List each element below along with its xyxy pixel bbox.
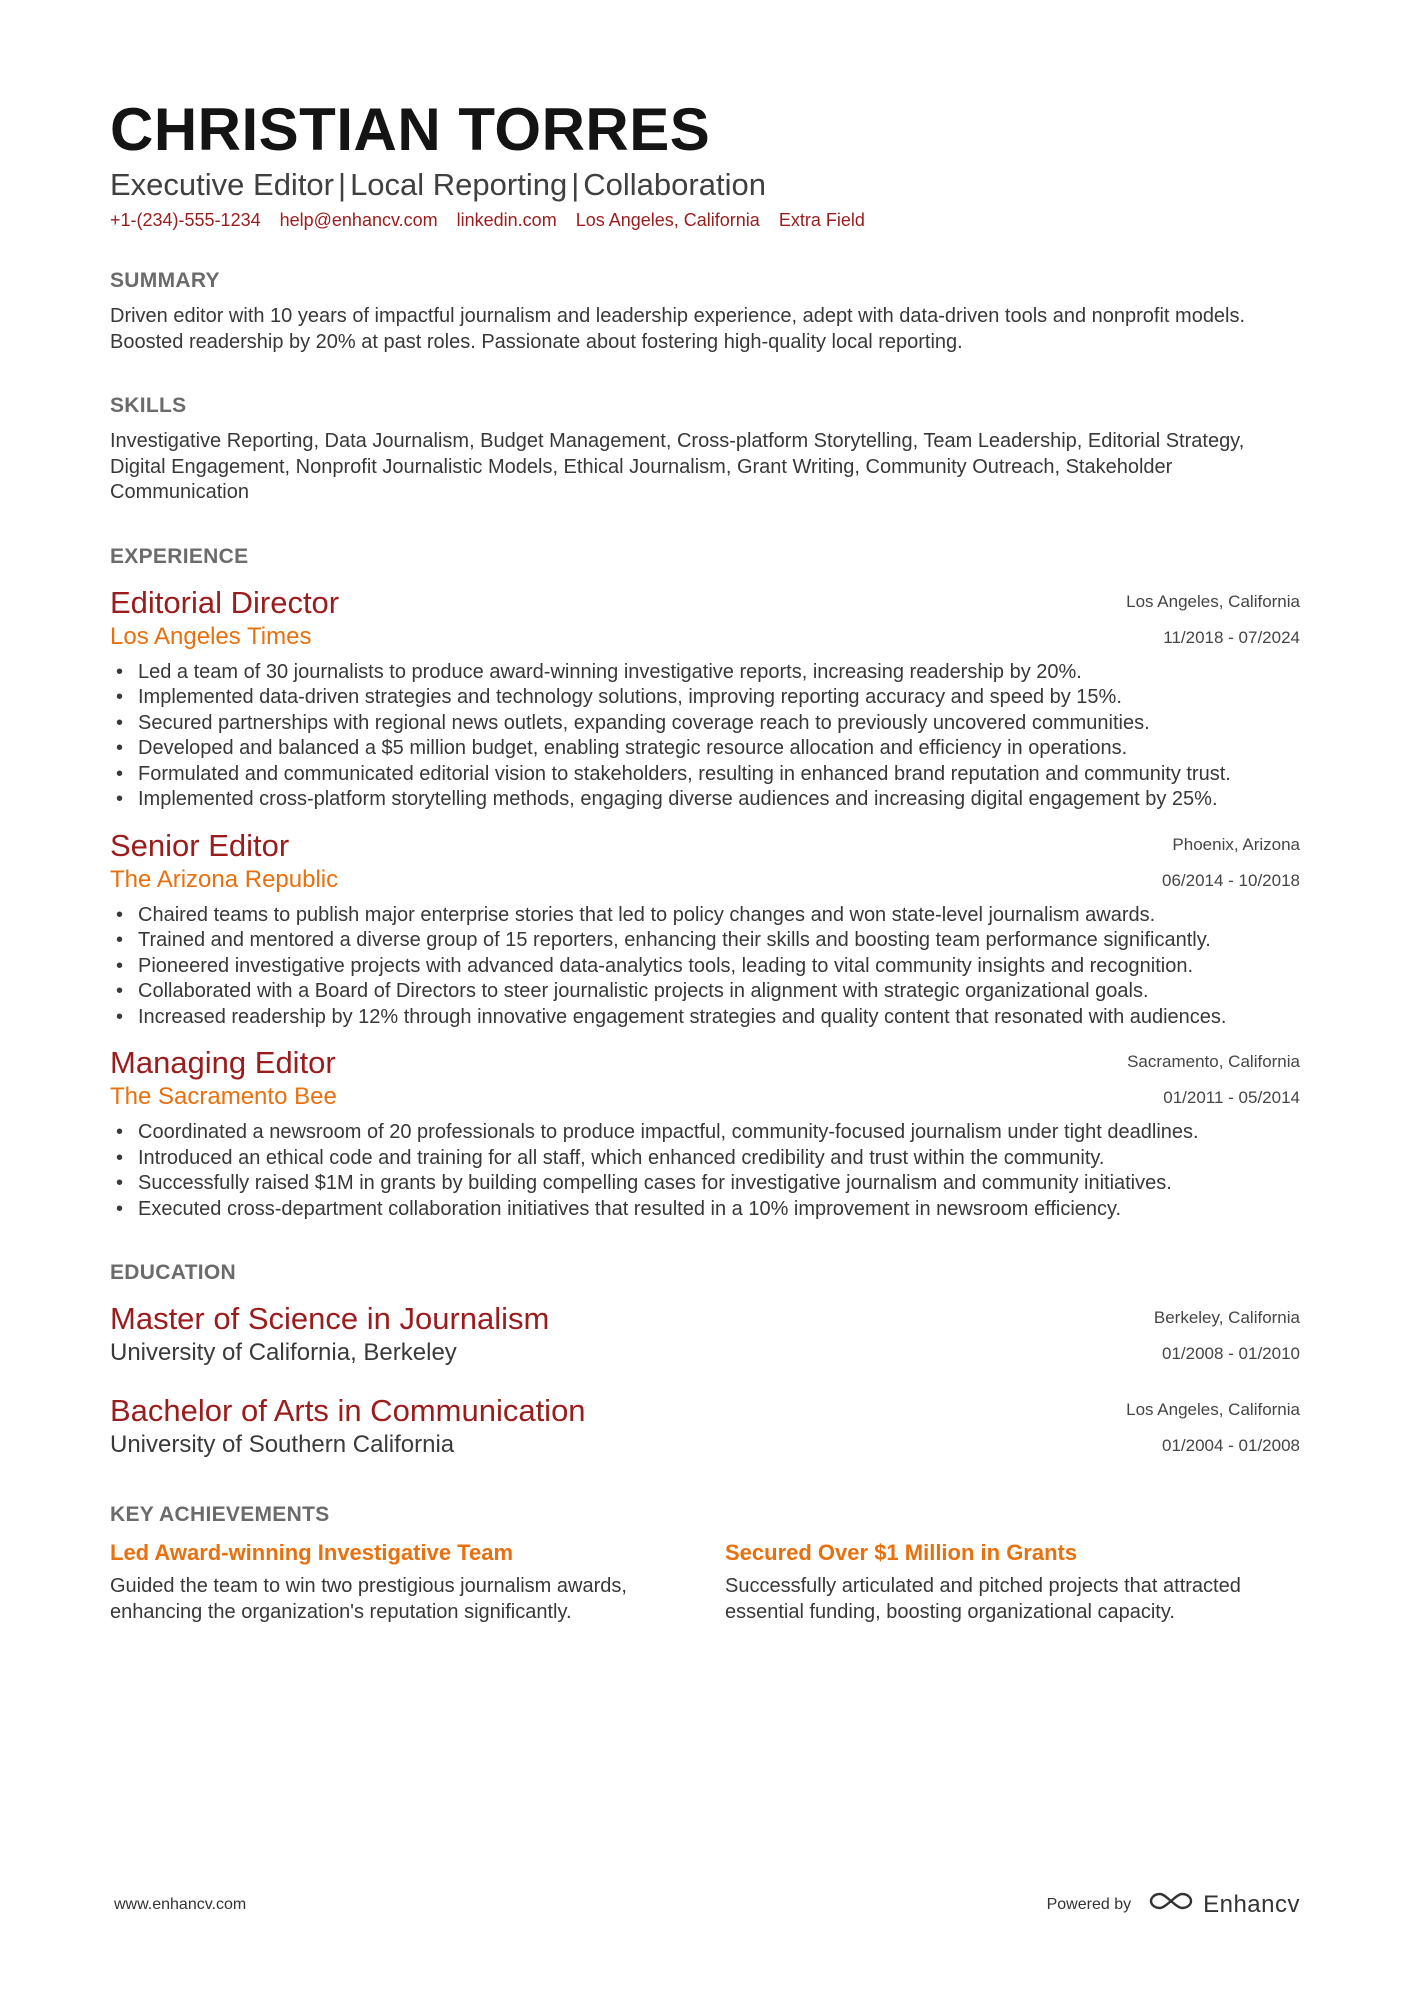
job-company: The Arizona Republic	[110, 865, 339, 893]
section-title: EDUCATION	[110, 1261, 236, 1284]
contact-location: Los Angeles, California	[575, 210, 760, 230]
education-entry	[110, 1300, 1300, 1372]
skills-text: Investigative Reporting, Data Journalism, Budget Management, Cross-platform Storytelling, Team Leadership, Editorial Strategy, Digital Engagement, Nonprofit Journalistic Models, Ethical Journalism, Grant Writing, Community Outreach, Stakeholder Communication	[110, 430, 1245, 503]
skills-section	[110, 393, 1300, 506]
entry-meta	[1127, 1044, 1300, 1116]
headline-separator: |	[571, 167, 580, 202]
bullet-item: • Coordinated a newsroom of 20 professionals to produce impactful, community-focused journalism under tight deadlines.	[110, 1120, 1300, 1146]
section-title: SUMMARY	[110, 269, 220, 292]
entry-header	[110, 584, 1300, 656]
contact-bar	[110, 208, 1300, 232]
education-section	[110, 1260, 1300, 1464]
job-location: Sacramento, California	[1127, 1052, 1300, 1071]
bullet-item: • Led a team of 30 journalists to produce award-winning investigative reports, increasing readership by 20%.	[110, 660, 1300, 686]
entry-meta	[1162, 827, 1300, 899]
job-company: The Sacramento Bee	[110, 1083, 337, 1110]
bullet-item: • Secured partnerships with regional news outlets, expanding coverage reach to previously uncovered communities.	[110, 711, 1300, 737]
job-dates: 06/2014 - 10/2018	[1161, 870, 1300, 890]
brand-name: Enhancv	[1203, 1890, 1300, 1918]
achievement-description: Successfully articulated and pitched projects that attracted essential funding, boosting organizational capacity.	[725, 1575, 1241, 1623]
job-role: Managing Editor	[110, 1045, 336, 1080]
job-location: Phoenix, Arizona	[1172, 834, 1300, 854]
section-title: KEY ACHIEVEMENTS	[110, 1503, 330, 1526]
bullet-item: • Executed cross-department collaboration initiatives that resulted in a 10% improvement in newsroom efficiency.	[110, 1197, 1300, 1223]
candidate-name: CHRISTIAN TORRES	[110, 96, 711, 163]
experience-entry	[110, 827, 1300, 1031]
school: University of California, Berkeley	[110, 1339, 457, 1366]
headline-part: Executive Editor	[110, 167, 334, 202]
footer-url[interactable]: www.enhancv.com	[114, 1895, 247, 1913]
job-dates: 01/2011 - 05/2014	[1163, 1088, 1300, 1107]
bullet-item: • Formulated and communicated editorial vision to stakeholders, resulting in enhanced brand reputation and community trust.	[110, 762, 1300, 788]
education-dates: 01/2008 - 01/2010	[1161, 1344, 1300, 1363]
headline-part: Collaboration	[583, 167, 766, 202]
contact-extra-field: Extra Field	[778, 210, 865, 230]
entry-header	[110, 1300, 1300, 1372]
bullet-item: • Collaborated with a Board of Directors to steer journalistic projects in alignment with strategic organizational goals.	[110, 979, 1300, 1005]
entry-meta	[1154, 1300, 1300, 1372]
achievement-description: Guided the team to win two prestigious journalism awards, enhancing the organization's reputation significantly.	[110, 1575, 627, 1623]
entry-meta	[1126, 1392, 1300, 1464]
bullet-item: • Chaired teams to publish major enterprise stories that led to policy changes and won state-level journalism awards.	[110, 903, 1300, 929]
powered-by	[1047, 1890, 1300, 1919]
page-footer	[114, 1890, 1300, 1919]
school: University of Southern California	[110, 1431, 455, 1458]
job-bullets	[110, 660, 1300, 813]
bullet-item: • Trained and mentored a diverse group of 15 reporters, enhancing their skills and boosting team performance significantly.	[110, 928, 1300, 954]
contact-linkedin[interactable]: linkedin.com	[456, 210, 557, 230]
bullet-item: • Implemented cross-platform storytelling methods, engaging diverse audiences and increasing digital engagement by 25%.	[110, 787, 1300, 813]
section-title: SKILLS	[110, 394, 187, 417]
degree: Bachelor of Arts in Communication	[110, 1393, 586, 1428]
job-dates: 11/2018 - 07/2024	[1163, 627, 1300, 647]
bullet-item: • Implemented data-driven strategies and technology solutions, improving reporting accuracy and speed by 15%.	[110, 685, 1300, 711]
achievements-grid	[110, 1538, 1300, 1625]
entry-meta	[1126, 584, 1300, 656]
entry-header	[110, 1392, 1300, 1464]
headline-separator: |	[338, 167, 347, 202]
contact-phone[interactable]: +1-(234)-555-1234	[110, 210, 261, 230]
achievement-title: Led Award-winning Investigative Team	[110, 1540, 514, 1565]
experience-entry	[110, 1044, 1300, 1222]
contact-email[interactable]: help@enhancv.com	[279, 210, 438, 230]
job-location: Los Angeles, California	[1126, 591, 1300, 611]
education-entry	[110, 1392, 1300, 1464]
job-role: Editorial Director	[110, 584, 340, 620]
education-dates: 01/2004 - 01/2008	[1161, 1436, 1300, 1455]
infinity-icon	[1149, 1890, 1193, 1919]
achievements-section	[110, 1502, 1300, 1625]
entry-header	[110, 1044, 1300, 1116]
bullet-item: • Developed and balanced a $5 million budget, enabling strategic resource allocation and efficiency in operations.	[110, 736, 1300, 762]
education-location: Los Angeles, California	[1126, 1400, 1300, 1419]
degree: Master of Science in Journalism	[110, 1301, 550, 1336]
entry-header	[110, 827, 1300, 899]
achievement-item	[725, 1538, 1300, 1625]
bullet-item: • Successfully raised $1M in grants by building compelling cases for investigative journalism and community initiatives.	[110, 1171, 1300, 1197]
job-role: Senior Editor	[110, 827, 290, 863]
resume-header	[110, 96, 1300, 232]
headline	[110, 166, 1300, 204]
headline-part: Local Reporting	[350, 167, 568, 202]
bullet-item: • Increased readership by 12% through innovative engagement strategies and quality content that resonated with audiences.	[110, 1005, 1300, 1031]
job-bullets	[110, 1120, 1300, 1222]
experience-entry	[110, 584, 1300, 813]
summary-text: Driven editor with 10 years of impactful journalism and leadership experience, adept with data-driven tools and nonprofit models. Boosted readership by 20% at past roles. Passionate about fostering high-quality local reporting.	[110, 305, 1246, 353]
section-title: EXPERIENCE	[110, 544, 249, 568]
powered-by-label: Powered by	[1046, 1895, 1132, 1913]
bullet-item: • Pioneered investigative projects with advanced data-analytics tools, leading to vital community insights and recognition.	[110, 954, 1300, 980]
summary-section	[110, 268, 1300, 355]
bullet-item: • Introduced an ethical code and training for all staff, which enhanced credibility and trust within the community.	[110, 1146, 1300, 1172]
experience-section	[110, 544, 1300, 1223]
achievement-title: Secured Over $1 Million in Grants	[725, 1540, 1078, 1565]
job-company: Los Angeles Times	[110, 622, 312, 650]
achievement-item	[110, 1538, 685, 1625]
job-bullets	[110, 903, 1300, 1031]
education-location: Berkeley, California	[1153, 1308, 1300, 1327]
brand-logo[interactable]	[1149, 1890, 1300, 1919]
